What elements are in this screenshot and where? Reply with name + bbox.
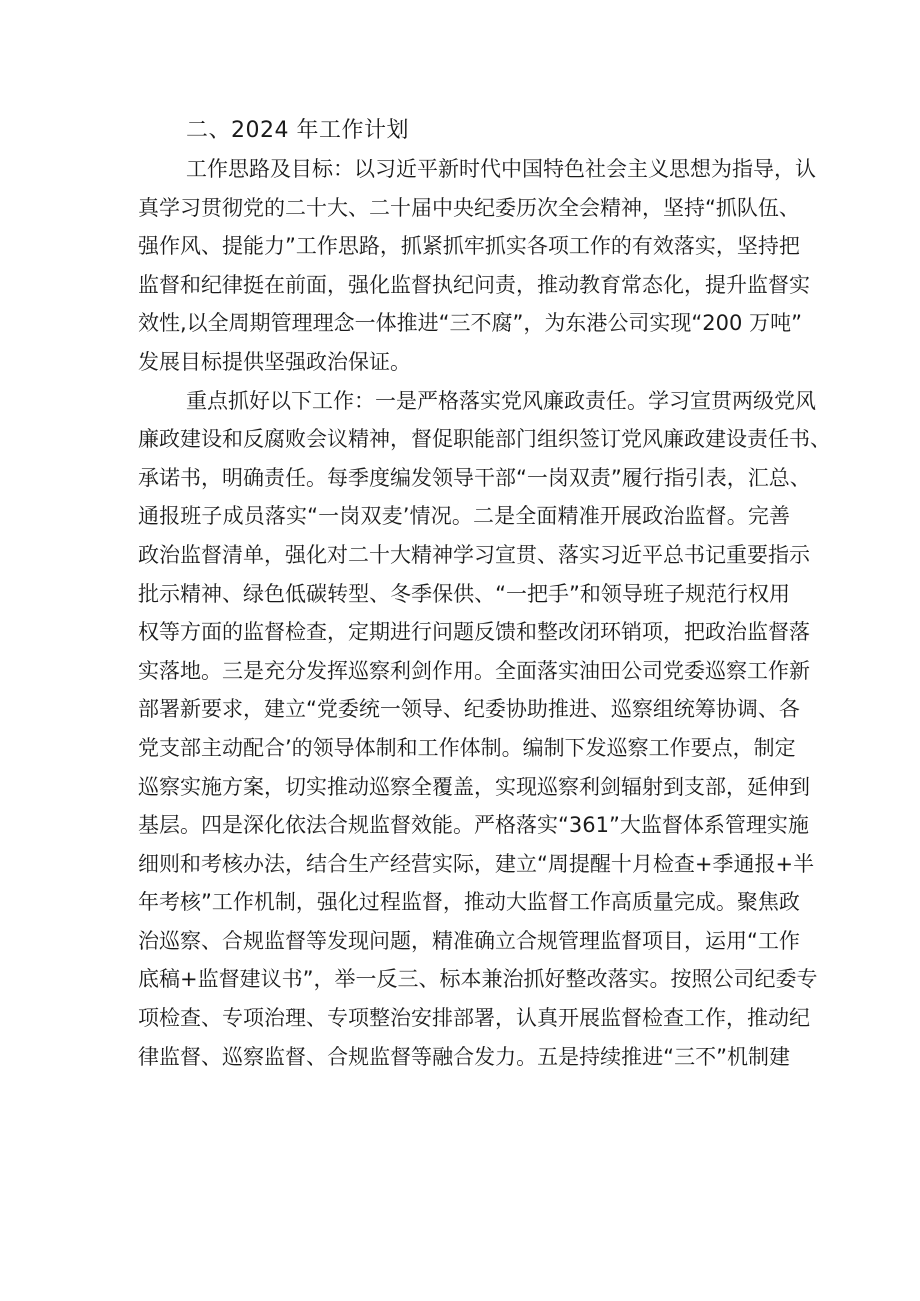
text-line: 发展目标提供坚强政治保证。 — [138, 349, 411, 374]
text-line: 年考核”工作机制，强化过程监督，推动大监督工作高质量完成。聚焦政 — [138, 890, 800, 915]
text-line: 效性,以全周期管理理念一体推进“三不腐”，为东港公司实现“200 万吨” — [138, 311, 802, 336]
text-line: 批示精神、绿色低碳转型、冬季保供、“一把手”和领导班子规范行权用 — [138, 581, 790, 606]
document-body — [138, 112, 831, 1076]
text-line: 律监督、巡察监督、合规监督等融合发力。五是持续推进“三不”机制建 — [138, 1044, 790, 1069]
text-line: 工作思路及目标：以习近平新时代中国特色社会主义思想为指导，认 — [186, 157, 816, 181]
text-line: 通报班子成员落实“一岗双麦’情况。二是全面精准开展政治监督。完善 — [138, 504, 790, 529]
text-line: 项检查、专项治理、专项整治安排部署，认真开展监督检查工作，推动纪 — [138, 1006, 810, 1031]
text-line: 真学习贯彻党的二十大、二十届中央纪委历次全会精神，坚持“抓队伍、 — [138, 195, 800, 220]
text-line: 巡察实施方案，切实推动巡察全覆盖，实现巡察利剑辐射到支部，延伸到 — [138, 774, 810, 799]
text-line: 承诺书，明确责任。每季度编发领导干部“一岗双责”履行指引表，汇总、 — [138, 465, 811, 490]
text-line: 政治监督清单，强化对二十大精神学习宣贯、落实习近平总书记重要指示 — [138, 542, 810, 567]
paragraph-goals — [138, 150, 816, 382]
text-line: 权等方面的监督检查，定期进行问题反馈和整改闭环销项，把政治监督落 — [138, 620, 810, 645]
text-line: 部署新要求，建立“党委统一领导、纪委协助推进、巡察组统筹协调、各 — [138, 697, 800, 722]
text-line: 治巡察、合规监督等发现问题，精准确立合规管理监督项目，运用“工作 — [138, 928, 800, 953]
text-line: 党支部主动配合’的领导体制和工作体制。编制下发巡察工作要点，制定 — [138, 735, 796, 760]
paragraph-key-work — [138, 382, 831, 1077]
text-line: 重点抓好以下工作：一是严格落实党风廉政责任。学习宣贯两级党风 — [186, 388, 816, 413]
section-heading: 二、2024 年工作计划 — [186, 118, 409, 143]
text-line: 强作风、提能力”工作思路，抓紧抓牢抓实各项工作的有效落实，坚持把 — [138, 234, 800, 259]
text-line: 基层。四是深化依法合规监督效能。严格落实“361”大监督体系管理实施 — [138, 813, 809, 838]
text-line: 实落地。三是充分发挥巡察利剑作用。全面落实油田公司党委巡察工作新 — [138, 658, 810, 683]
text-line: 廉政建设和反腐败会议精神，督促职能部门组织签订党风廉政建设责任书、 — [138, 427, 831, 452]
text-line: 细则和考核办法，结合生产经营实际，建立“周提醒十月检查+季通报+半 — [138, 851, 815, 876]
text-line: 底稿+监督建议书”，举一反三、标本兼治抓好整改落实。按照公司纪委专 — [138, 967, 818, 992]
text-line: 监督和纪律挺在前面，强化监督执纪问责，推动教育常态化，提升监督实 — [138, 272, 810, 297]
